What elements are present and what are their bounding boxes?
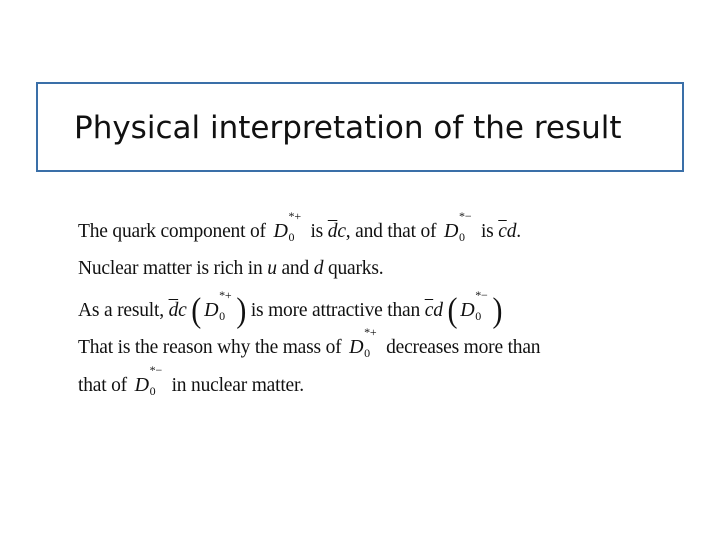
body-line-1 (78, 209, 521, 244)
line1-text-a: The quark component of (78, 221, 266, 242)
cbar-d-symbol: $\overline{c}d$ (424, 300, 443, 321)
d0-star-plus-symbol: D *+ 0 (349, 325, 377, 360)
d-quark-symbol: d (313, 258, 324, 279)
close-paren: ) (492, 291, 503, 330)
close-paren: ) (236, 291, 247, 330)
d0-star-minus-symbol: D *− 0 (444, 209, 472, 244)
line2-text-b: and (281, 258, 310, 279)
line1-text-e: . (516, 221, 521, 242)
body-line-4 (78, 325, 541, 360)
slide-title-box (36, 82, 684, 172)
line3-text-b: is more attractive than (250, 300, 421, 321)
open-paren: ( (447, 291, 458, 330)
d0-star-minus-symbol: D *− 0 (134, 363, 163, 398)
u-quark-symbol: u (267, 258, 277, 279)
line1-text-c: , and that of (345, 221, 437, 242)
line1-text-b: is (310, 221, 324, 242)
line5-text-b: in nuclear matter. (171, 375, 304, 396)
dbar-c-symbol: $\overline{d}c$ (168, 300, 187, 321)
d0-star-minus-symbol: D *− 0 (460, 288, 488, 323)
body-line-2 (78, 258, 383, 280)
line2-text-c: quarks. (327, 258, 384, 279)
line2-text-a: Nuclear matter is rich in (78, 258, 263, 279)
slide-title: Physical interpretation of the result (74, 110, 622, 146)
body-line-3 (78, 288, 503, 330)
dbar-c-symbol: $\overline{d}c$ (327, 221, 346, 242)
line1-text-d: is (480, 221, 494, 242)
line4-text-a: That is the reason why the mass of (78, 337, 342, 358)
line4-text-b: decreases more than (386, 337, 541, 358)
body-line-5 (78, 363, 304, 398)
open-paren: ( (191, 291, 202, 330)
d0-star-plus-symbol: D *+ 0 (204, 288, 232, 323)
cbar-d-symbol: $\overline{c}d$ (498, 221, 517, 242)
line5-text-a: that of (78, 375, 127, 396)
line3-text-a: As a result, (78, 300, 164, 321)
d0-star-plus-symbol: D *+ 0 (273, 209, 301, 244)
